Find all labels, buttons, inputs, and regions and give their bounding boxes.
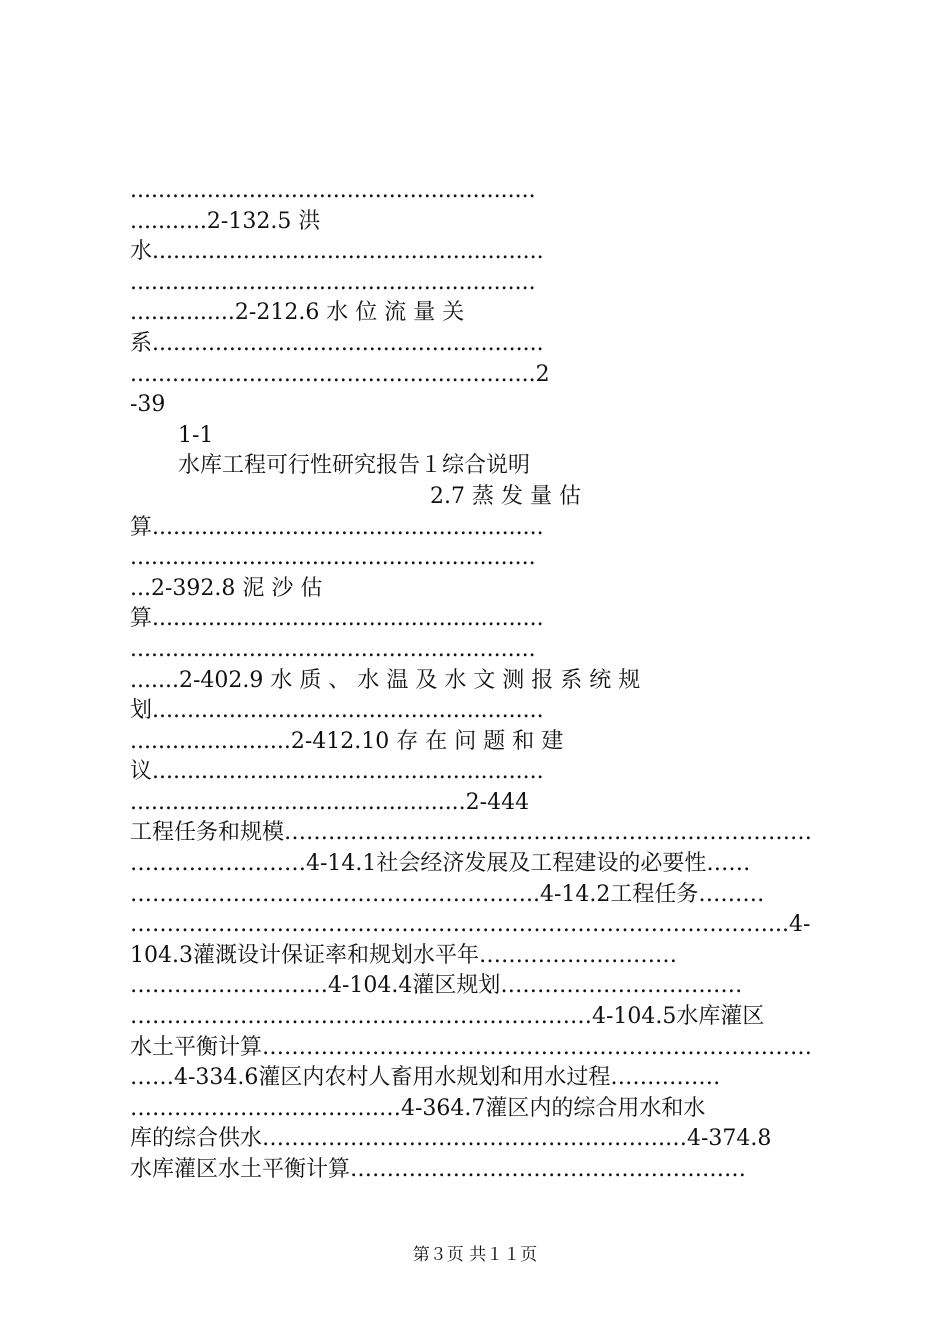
- toc-line: 水土平衡计算…………………………………………………………………: [130, 1034, 813, 1060]
- toc-line: ..........................................................: [130, 269, 536, 295]
- toc-line: 库的综合供水……………………………………………….…4-374.8: [130, 1126, 772, 1152]
- toc-line: 工程任务和规模………………………………………………………………: [130, 820, 813, 846]
- toc-line: ……4-334.6灌区内农村人畜用水规划和用水过程……………: [130, 1065, 721, 1091]
- toc-line: ………………………………………………..4-14.2工程任务………: [130, 881, 765, 907]
- page-footer: 第３页 共１１页: [412, 1245, 538, 1265]
- toc-line: -39: [130, 392, 166, 418]
- toc-line: 议........................................................: [130, 759, 544, 785]
- toc-line: 划........................................................: [130, 698, 544, 724]
- toc-line: ................................................2-444: [130, 789, 530, 815]
- toc-line: ..........................................................: [130, 178, 536, 203]
- toc-line: ..........................................................: [130, 545, 536, 571]
- toc-line: ..........................................................2: [130, 361, 550, 387]
- page-ref-line: 1-1: [178, 422, 214, 448]
- toc-line: 水........................................................: [130, 239, 544, 265]
- report-heading: 水库工程可行性研究报告１综合说明: [178, 453, 531, 479]
- toc-line: .......................2-412.10 存 在 问 题 和 建: [130, 728, 564, 754]
- toc-line: 算........................................................: [130, 514, 544, 540]
- toc-line: .......2-402.9 水 质 、 水 温 及 水 文 测 报 系 统 规: [130, 667, 641, 693]
- toc-line: 2.7 蒸 发 量 估: [430, 483, 581, 509]
- toc-line: 算........................................................: [130, 606, 544, 632]
- toc-line: ……………………4-14.1社会经济发展及工程建设的必要性……: [130, 851, 751, 877]
- toc-line: ..........................................................: [130, 636, 536, 662]
- toc-line: ...............2-212.6 水 位 流 量 关: [130, 300, 465, 326]
- toc-line: ...........2-132.5 洪: [130, 208, 321, 234]
- toc-line: ...2-392.8 泥 沙 估: [130, 575, 323, 601]
- toc-line: ……………………………………………………………………………...4-: [130, 912, 811, 938]
- toc-line: …………………………….…4-364.7灌区内的综合用水和水: [130, 1095, 706, 1121]
- toc-line: 水库灌区水土平衡计算………………………………………………: [130, 1157, 747, 1182]
- toc-line: 系........................................................: [130, 330, 544, 356]
- toc-line: 104.3灌溉设计保证率和规划水平年………………………: [130, 942, 677, 968]
- toc-line: ………………………4-104.4灌区规划……………………………: [130, 973, 743, 999]
- toc-line: ………………………………………………………4-104.5水库灌区: [130, 1004, 765, 1030]
- toc-text-block: [130, 176, 832, 1186]
